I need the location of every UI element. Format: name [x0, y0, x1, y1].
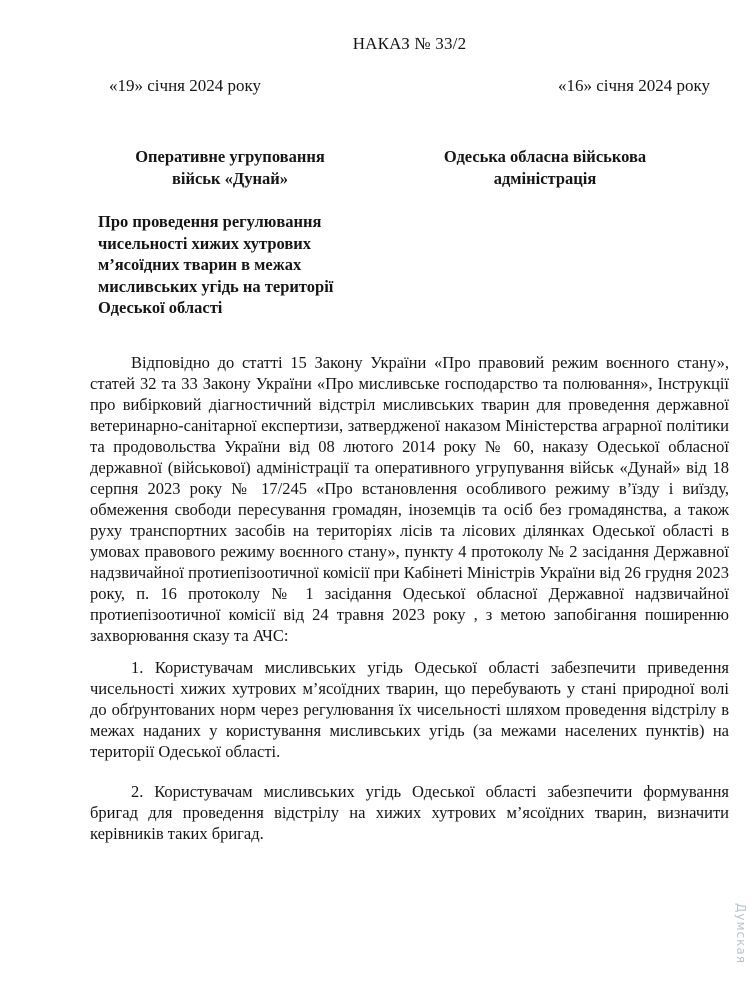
watermark-text: Думская: [734, 903, 748, 964]
order-date-left: «19» січня 2024 року: [109, 76, 262, 95]
order-title: НАКАЗ № 33/2: [352, 34, 467, 53]
order-subject: Про проведення регулювання чисельності хижих хутрових м’ясоїдних тварин в межах мисливських угідь на території Одеської області: [98, 212, 334, 317]
issuers-row: [90, 146, 729, 189]
order-body: [90, 352, 729, 844]
body-paragraph-preamble: Відповідно до статті 15 Закону України «Про правовий режим воєнного стану», статей 32 та 33 Закону України «Про мисливське господарство та полювання», Інструкції про вибірковий діагностичний відстріл мисливських тварин для проведення державної ветеринарно-санітарної експертизи, затвердженої наказом Міністерства аграрної політики та продовольства України від 08 лютого 2014 року № 60, наказу Одеської обласної державної (військової) адміністрації та оперативного угрупування військ «Дунай» від 18 серпня 2023 року № 17/245 «Про встановлення особливого режиму в’їзду і виїзду, обмеження свободи пересування громадян, іноземців та осіб без громадянства, а також руху транспортних засобів на територіях лісів та лісових ділянках Одеської області в умовах правового режиму воєнного стану», пункту 4 протоколу № 2 засідання Державної надзвичайної протиепізоотичної комісії при Кабінеті Міністрів України від 26 грудня 2023 року, п. 16 протоколу № 1 засідання Одеської обласної Державної надзвичайної протиепізоотичної комісії від 24 травня 2023 року , з метою запобігання поширенню захворювання сказу та АЧС:: [90, 352, 729, 645]
body-paragraph-item-2: 2. Користувачам мисливських угідь Одеської області забезпечити формування бригад для проведення відстрілу на хижих хутрових м’ясоїдних тварин, визначити керівників таких бригад.: [90, 781, 729, 843]
dates-row: [90, 76, 729, 96]
body-paragraph-item-1: 1. Користувачам мисливських угідь Одеської області забезпечити приведення чисельності хижих хутрових м’ясоїдних тварин, що перебувають у стані природної волі до обґрунтованих норм через регулювання їх чисельності шляхом проведення відстрілу в межах наданих у користування мисливських угідь (за межами населених пунктів) на території Одеської області.: [90, 657, 729, 761]
issuer-operational-group: Оперативне угруповання військ «Дунай»: [135, 147, 325, 188]
order-date-right: «16» січня 2024 року: [557, 76, 710, 95]
issuer-regional-administration: Одеська обласна військова адміністрація: [443, 147, 647, 188]
